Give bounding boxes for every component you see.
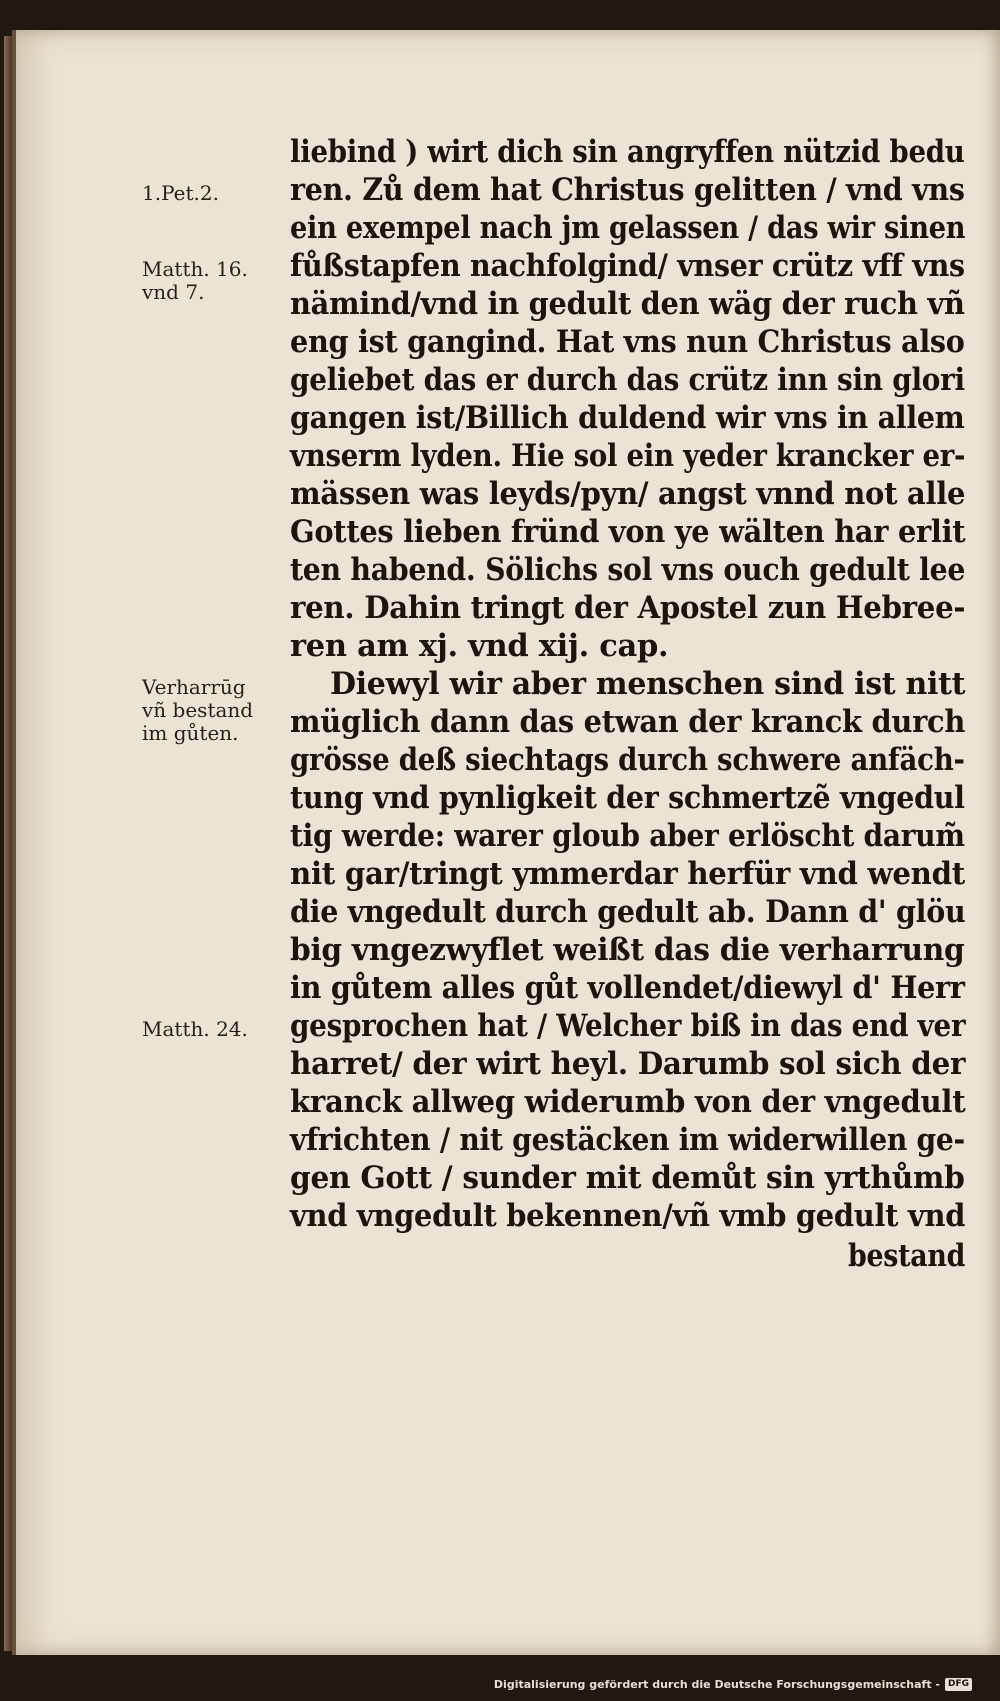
margin-note: im gůten. xyxy=(142,721,239,745)
text-line: in gůtem alles gůt vollendet/diewyl d' Herr xyxy=(290,970,965,1006)
text-line: müglich dann das etwan der kranck durch xyxy=(290,704,966,740)
margin-note: 1.Pet.2. xyxy=(142,181,219,205)
text-line: tung vnd pynligkeit der schmertzẽ vngedul xyxy=(290,780,965,816)
text-line: ren. Zů dem hat Christus gelitten / vnd vns xyxy=(290,172,965,208)
margin-note: Verharrūg xyxy=(142,675,246,699)
text-line: ren. Dahin tringt der Apostel zun Hebree- xyxy=(290,590,966,626)
text-line-paragraph-start: Diewyl wir aber menschen sind ist nitt xyxy=(330,666,966,702)
text-line: fůßstapfen nachfolgind/ vnser crütz vff vns xyxy=(290,248,965,284)
text-line: geliebet das er durch das crütz inn sin glori xyxy=(290,362,965,398)
text-line: ten habend. Sölichs sol vns ouch gedult lee xyxy=(290,552,966,588)
text-line: vnserm lyden. Hie sol ein yeder krancker er- xyxy=(290,438,966,474)
text-line: grösse deß siechtags durch schwere anfäch- xyxy=(290,742,965,778)
margin-note: Matth. 24. xyxy=(142,1017,248,1041)
text-line: gangen ist/Billich duldend wir vns in allem xyxy=(290,400,965,436)
text-line: nämind/vnd in gedult den wäg der ruch vñ xyxy=(290,286,965,322)
margin-note: vñ bestand xyxy=(142,698,254,722)
text-line: ein exempel nach jm gelassen / das wir sinen xyxy=(290,210,966,246)
margin-note: Matth. 16. xyxy=(142,257,248,281)
text-line: ren am xj. vnd xij. cap. xyxy=(290,628,669,664)
text-line: mässen was leyds/pyn/ angst vnnd not alle xyxy=(290,476,966,512)
text-line: kranck allweg widerumb von der vngedult xyxy=(290,1084,966,1120)
text-line: Gottes lieben fründ von ye wälten har erlit xyxy=(290,514,966,550)
footer-credit xyxy=(494,1678,972,1691)
text-line: eng ist gangind. Hat vns nun Christus also xyxy=(290,324,965,360)
text-line: harret/ der wirt heyl. Darumb sol sich der xyxy=(290,1046,966,1082)
text-line: nit gar/tringt ymmerdar herfür vnd wendt xyxy=(290,856,965,892)
text-line: die vngedult durch gedult ab. Dann d' glöu xyxy=(290,894,966,930)
text-line: big vngezwyflet weißt das die verharrung xyxy=(290,932,965,968)
margin-note: vnd 7. xyxy=(142,280,205,304)
text-line: gesprochen hat / Welcher biß in das end ver xyxy=(290,1008,966,1044)
text-line: tig werde: warer gloub aber erlöscht darum̃ xyxy=(290,818,965,854)
text-line: vfrichten / nit gestäcken im widerwillen ge- xyxy=(290,1122,965,1158)
text-line: vnd vngedult bekennen/vñ vmb gedult vnd xyxy=(290,1198,966,1234)
dfg-logo: DFG xyxy=(945,1678,972,1691)
catchword: bestand xyxy=(848,1238,966,1274)
footer-credit-text: Digitalisierung gefördert durch die Deutsche Forschungsgemeinschaft - xyxy=(493,1678,940,1691)
text-line: liebind ) wirt dich sin angryffen nützid bedu xyxy=(290,134,965,170)
text-line: gen Gott / sunder mit demůt sin yrthůmb xyxy=(290,1160,965,1196)
